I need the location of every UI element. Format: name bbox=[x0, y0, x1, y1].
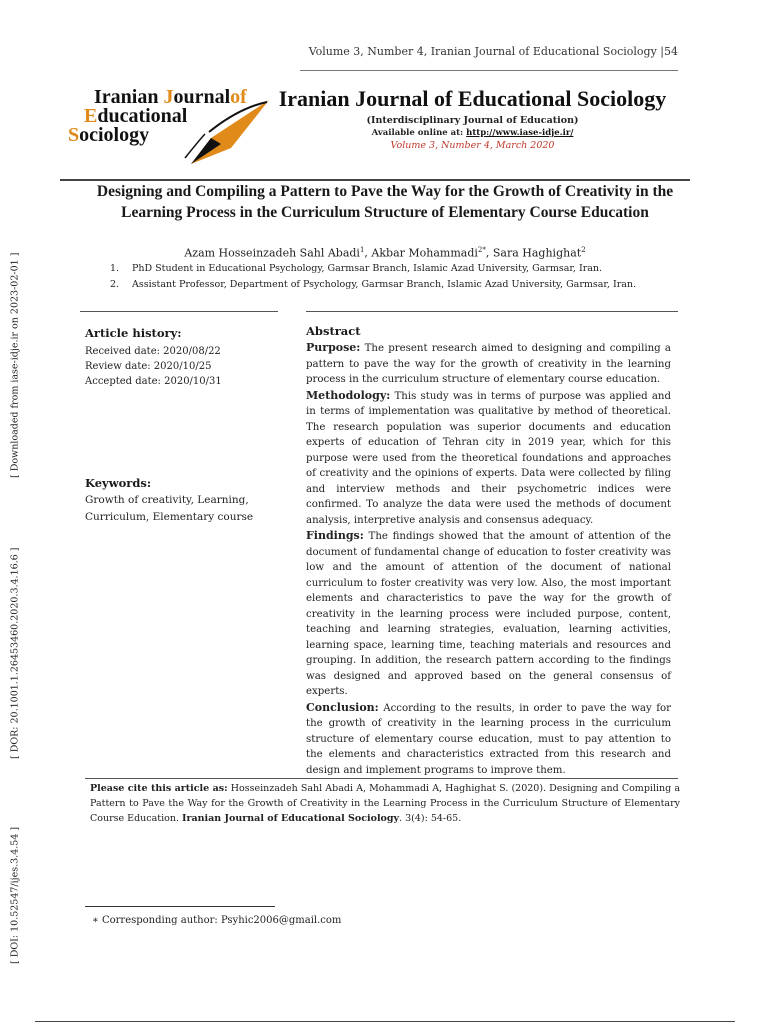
left-column-divider bbox=[80, 311, 278, 312]
author-list: Azam Hosseinzadeh Sahl Abadi$^1$, Akbar Mohammadi$^{2*}$, Sara Haghighat$^2$ bbox=[184, 246, 586, 260]
journal-url-link[interactable]: http://www.iase-idje.ir/ bbox=[466, 128, 574, 138]
keywords-heading: Keywords: bbox=[85, 476, 152, 490]
affiliation-2: 2. Assistant Professor, Department of Psychology, Garmsar Branch, Islamic Azad University, Garmsar, Iran. bbox=[110, 279, 637, 290]
citation-divider bbox=[85, 778, 678, 779]
journal-title: Iranian Journal of Educational Sociology bbox=[278, 86, 667, 111]
corresponding-author-footnote: ∗ Corresponding author: Psyhic2006@gmail.com bbox=[92, 915, 342, 926]
paper-title: Designing and Compiling a Pattern to Pave the Way for the Growth of Creativity in the Learning Process in the Curriculum Structure of Elementary Course Education bbox=[96, 183, 674, 221]
author-name: Akbar Mohammadi bbox=[371, 246, 478, 260]
author-name: Azam Hosseinzadeh Sahl Abadi bbox=[184, 246, 360, 260]
journal-availability: Available online at: http://www.iase-idje.ir/ bbox=[371, 128, 574, 138]
abstract-methodology: Methodology: This study was in terms of purpose was applied and in terms of implementation was qualitative by method of theoretical. The research population was superior documents and education experts of education of Tehran city in 2019 year, which for this purpose were used from the theoretical foundations and approaches of creativity and the opinions of experts. Data were collected by filing and interview methods and their psychometric indices were confirmed. To analyze the data were used the methods of document analysis, interpretive analysis and consensus adequacy. bbox=[306, 388, 671, 526]
footnote-divider bbox=[85, 906, 275, 907]
title-divider bbox=[60, 179, 690, 181]
article-history-heading: Article history: bbox=[85, 326, 182, 340]
header-divider bbox=[300, 70, 678, 71]
page-bottom-rule bbox=[35, 1021, 735, 1022]
abstract-purpose: Purpose: The present research aimed to designing and compiling a pattern to pave the way for the growth of creativity in the learning process in the curriculum structure of elementary course education. bbox=[306, 341, 671, 385]
accepted-date: Accepted date: 2020/10/31 bbox=[85, 376, 222, 387]
pen-nib-icon bbox=[181, 98, 271, 168]
journal-subtitle: (Interdisciplinary Journal of Education) bbox=[366, 115, 579, 126]
citation: Please cite this article as: Hosseinzadeh Sahl Abadi A, Mohammadi A, Haghighat S. (2020). Designing and Compiling a Pattern to Pave the Way for the Growth of Creativity in the Learning Process in the Curriculum Structure of Elementary Course Education. Iranian Journal of Educational Sociology. 3(4): 54-65. bbox=[90, 783, 680, 824]
article-history bbox=[85, 344, 222, 389]
journal-volume: Volume 3, Number 4, March 2020 bbox=[390, 140, 555, 151]
running-head: Volume 3, Number 4, Iranian Journal of Educational Sociology |54 bbox=[308, 45, 678, 58]
abstract-conclusion: Conclusion: According to the results, in order to pave the way for the growth of creativity in the learning process in the curriculum structure of elementary course education, must to pay attention to the elements and characteristics extracted from this research and design and implement programs to improve them. bbox=[306, 700, 671, 776]
right-column-divider bbox=[306, 311, 678, 312]
received-date: Received date: 2020/08/22 bbox=[85, 346, 221, 357]
journal-logo: Iranian Journalof Educational Sociology bbox=[66, 86, 271, 168]
abstract-heading: Abstract bbox=[306, 324, 361, 338]
side-note-dor: [ DOR: 20.1001.1.26453460.2020.3.4.16.6 ] bbox=[9, 547, 21, 759]
author-name: Sara Haghighat bbox=[492, 246, 582, 260]
abstract-findings: Findings: The findings showed that the amount of attention of the document of fundamental change of education to foster creativity was low and the amount of attention of the document of national curriculum to foster creativity was very low. Also, the most important elements and characteristics to pave the way for the growth of creativity in the learning process were included purpose, content, teaching and learning strategies, evaluation, learning activities, learning space, learning time, teaching materials and resources and grouping. In addition, the research pattern according to the findings was designed and approved based on the general consensus of experts. bbox=[306, 529, 671, 697]
review-date: Review date: 2020/10/25 bbox=[85, 361, 212, 372]
side-note-doi: [ DOI: 10.52547/ijes.3.4.54 ] bbox=[9, 826, 21, 964]
side-note-downloaded: [ Downloaded from iase-idje.ir on 2023-02-01 ] bbox=[9, 252, 21, 478]
keywords-text: Growth of creativity, Learning, Curriculum, Elementary course bbox=[85, 494, 254, 523]
abstract-body bbox=[306, 340, 671, 778]
affiliation-1: 1. PhD Student in Educational Psychology, Garmsar Branch, Islamic Azad University, Garmsar, Iran. bbox=[110, 263, 603, 274]
